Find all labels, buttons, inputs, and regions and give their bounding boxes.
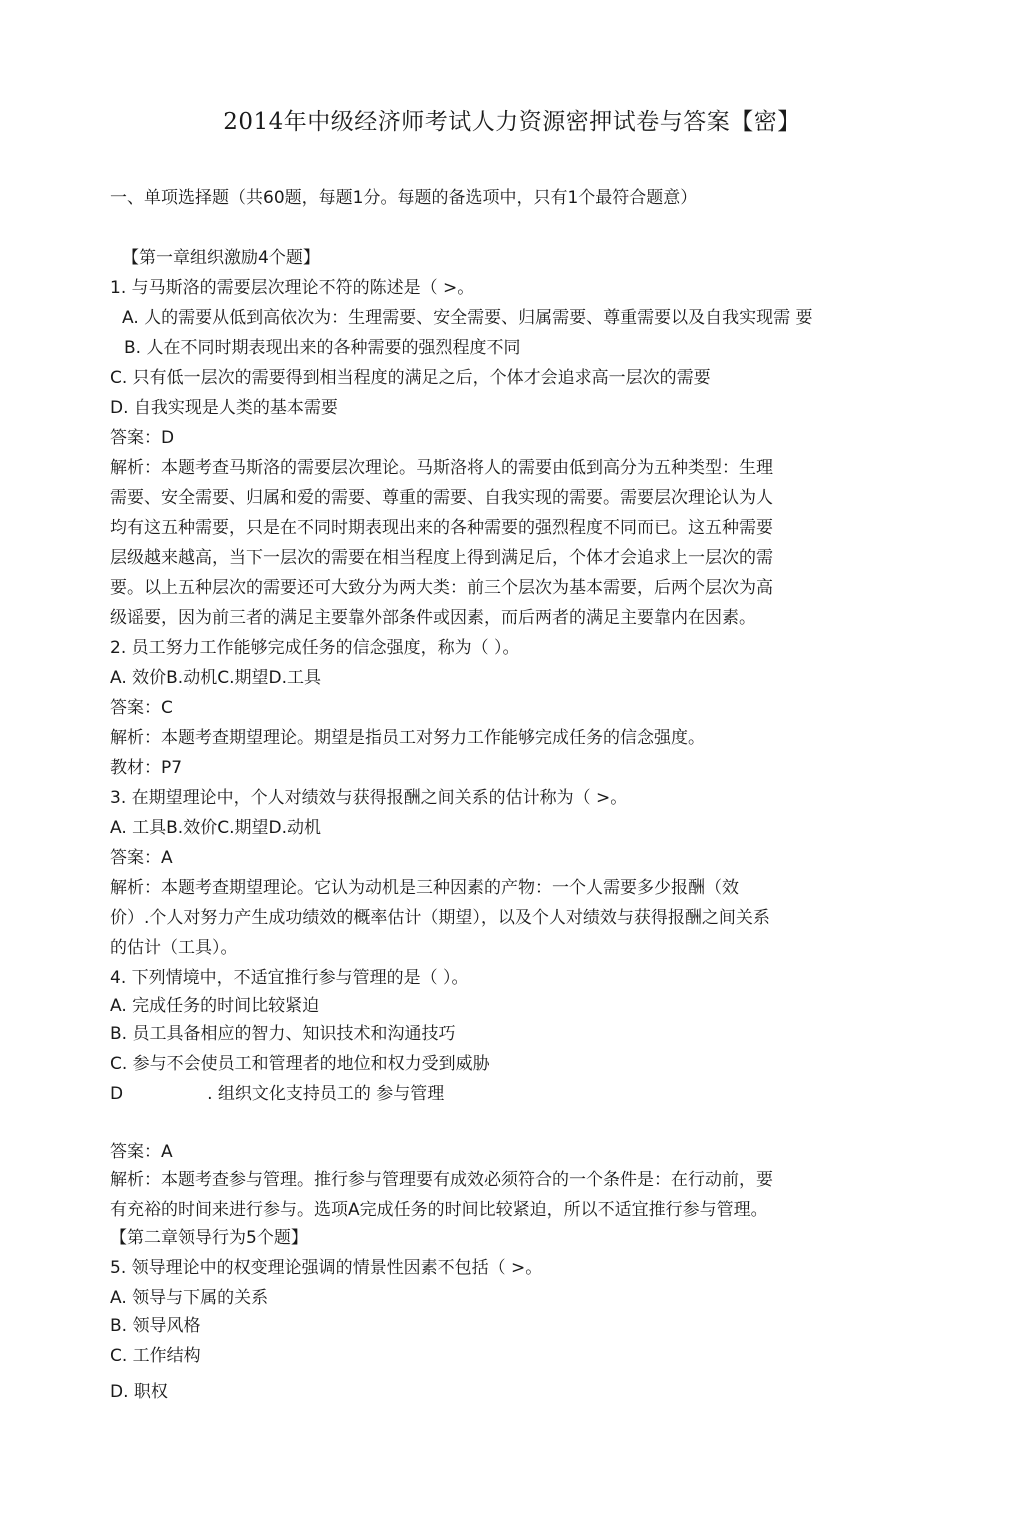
- q1-analysis-line: 均有这五种需要，只是在不同时期表现出来的各种需要的强烈程度不同而已。这五种需要: [110, 518, 773, 538]
- q5-option-c: C. 工作结构: [110, 1346, 201, 1366]
- chapter-heading: 【第二章领导行为5个题】: [110, 1228, 308, 1248]
- q1-analysis-line: 级谣要，因为前三者的满足主要靠外部条件或因素，而后两者的满足主要靠内在因素。: [110, 608, 756, 628]
- q4-option-d-letter: D: [110, 1084, 124, 1104]
- q4-option-d: [110, 1082, 444, 1106]
- question-5: 5. 领导理论中的权变理论强调的情景性因素不包括（ >。: [110, 1258, 543, 1278]
- section-header: 一、单项选择题（共60题，每题1分。每题的备选项中，只有1个最符合题意）: [110, 188, 698, 208]
- q2-answer: 答案：C: [110, 698, 173, 718]
- q3-answer: 答案：A: [110, 848, 173, 868]
- q1-option-c: C. 只有低一层次的需要得到相当程度的满足之后，个体才会追求高一层次的需要: [110, 368, 711, 388]
- q1-answer: 答案：D: [110, 428, 175, 448]
- question-2: 2. 员工努力工作能够完成任务的信念强度，称为（ ）。: [110, 638, 520, 658]
- q3-options: A. 工具B.效价C.期望D.动机: [110, 818, 321, 838]
- q1-option-b: B. 人在不同时期表现出来的各种需要的强烈程度不同: [124, 338, 521, 358]
- q4-analysis-line: 解析：本题考查参与管理。推行参与管理要有成效必须符合的一个条件是：在行动前，要: [110, 1170, 773, 1190]
- q1-analysis-line: 需要、安全需要、归属和爱的需要、尊重的需要、自我实现的需要。需要层次理论认为人: [110, 488, 773, 508]
- q2-options: A. 效价B.动机C.期望D.工具: [110, 668, 321, 688]
- q5-option-d: D. 职权: [110, 1382, 168, 1402]
- q4-answer: 答案：A: [110, 1142, 173, 1162]
- q2-analysis: 解析：本题考查期望理论。期望是指员工对努力工作能够完成任务的信念强度。: [110, 728, 705, 748]
- q1-option-a: A. 人的需要从低到高依次为：生理需要、安全需要、归属需要、尊重需要以及自我实现需 要: [122, 308, 813, 328]
- chapter-heading: 【第一章组织激励4个题】: [122, 248, 320, 268]
- q1-analysis-line: 解析：本题考查马斯洛的需要层次理论。马斯洛将人的需要由低到高分为五种类型：生理: [110, 458, 773, 478]
- question-1: 1. 与马斯洛的需要层次理论不符的陈述是（ >。: [110, 278, 475, 298]
- q5-option-b: B. 领导风格: [110, 1316, 201, 1336]
- q3-analysis-line: 的估计（工具）。: [110, 938, 238, 958]
- q1-option-d: D. 自我实现是人类的基本需要: [110, 398, 338, 418]
- q1-analysis-line: 层级越来越高，当下一层次的需要在相当程度上得到满足后，个体才会追求上一层次的需: [110, 548, 773, 568]
- q4-analysis-line: 有充裕的时间来进行参与。选项A完成任务的时间比较紧迫，所以不适宜推行参与管理。: [110, 1200, 768, 1220]
- q4-option-c: C. 参与不会使员工和管理者的地位和权力受到威胁: [110, 1054, 490, 1074]
- q4-option-d-text: . 组织文化支持员工的 参与管理: [207, 1084, 445, 1104]
- q3-analysis-line: 解析：本题考查期望理论。它认为动机是三种因素的产物：一个人需要多少报酬（效: [110, 878, 739, 898]
- document-title: 2014年中级经济师考试人力资源密押试卷与答案【密】: [223, 109, 801, 135]
- q2-textbook-ref: 教材：P7: [110, 758, 183, 778]
- question-3: 3. 在期望理论中，个人对绩效与获得报酬之间关系的估计称为（ >。: [110, 788, 628, 808]
- q1-analysis-line: 要。以上五种层次的需要还可大致分为两大类：前三个层次为基本需要，后两个层次为高: [110, 578, 773, 598]
- q5-option-a: A. 领导与下属的关系: [110, 1288, 269, 1308]
- q3-analysis-line: 价）.个人对努力产生成功绩效的概率估计（期望），以及个人对绩效与获得报酬之间关系: [110, 908, 770, 928]
- q4-option-b: B. 员工具备相应的智力、知识技术和沟通技巧: [110, 1024, 456, 1044]
- q4-option-a: A. 完成任务的时间比较紧迫: [110, 996, 320, 1016]
- question-4: 4. 下列情境中，不适宜推行参与管理的是（ ）。: [110, 968, 469, 988]
